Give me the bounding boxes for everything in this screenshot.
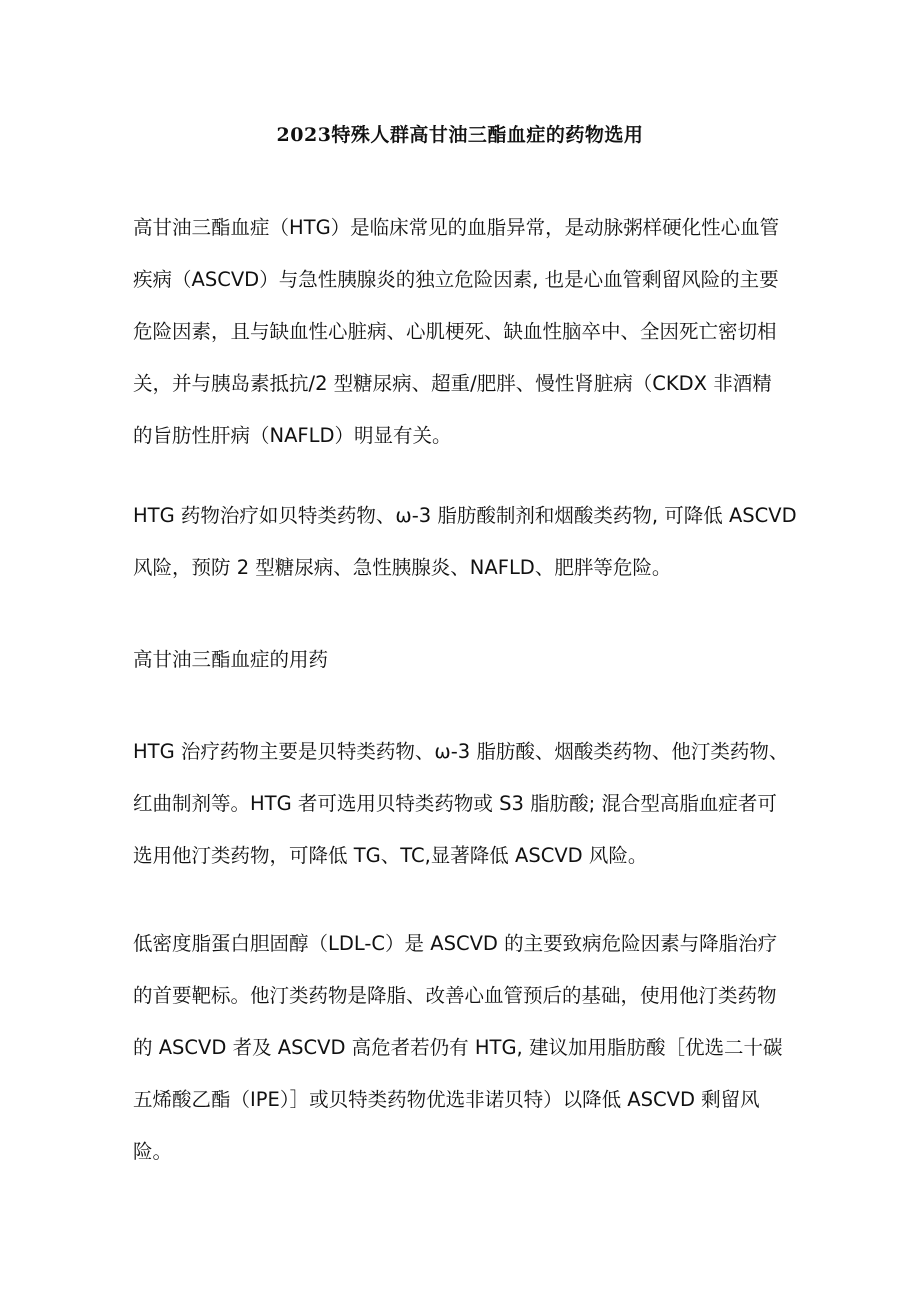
paragraph-ldl-c [133, 918, 801, 1178]
paragraph-line: 危险因素，且与缺血性心脏病、心肌梗死、缺血性脑卒中、全因死亡密切相 [133, 320, 777, 343]
paragraph-line: 险。 [133, 1140, 173, 1163]
paragraph-htg-intro [133, 202, 801, 462]
paragraph-line: 关，并与胰岛素抵抗/2 型糖尿病、超重/肥胖、慢性肾脏病（CKDX 非酒精 [133, 372, 772, 395]
paragraph-line: 高甘油三酯血症（HTG）是临床常见的血脂异常，是动脉粥样硬化性心血管 [133, 216, 780, 239]
paragraph-line: 选用他汀类药物，可降低 TG、TC,显著降低 ASCVD 风险。 [133, 844, 648, 867]
paragraph-line: 的首要靶标。他汀类药物是降脂、改善心血管预后的基础，使用他汀类药物 [133, 984, 777, 1007]
paragraph-line: 五烯酸乙酯（IPE）］或贝特类药物优选非诺贝特）以降低 ASCVD 剩留风 [133, 1088, 760, 1111]
document-title: 2023特殊人群高甘油三酯血症的药物选用 [276, 124, 644, 146]
section-heading-text: 高甘油三酯血症的用药 [133, 648, 329, 671]
paragraph-drug-options [133, 726, 801, 882]
paragraph-line: 的旨肪性肝病（NAFLD）明显有关。 [133, 424, 452, 447]
paragraph-line: 低密度脂蛋白胆固醇（LDL-C）是 ASCVD 的主要致病危险因素与降脂治疗 [133, 932, 778, 955]
paragraph-line: 风险，预防 2 型糖尿病、急性胰腺炎、NAFLD、肥胖等危险。 [133, 556, 672, 579]
paragraph-line: 红曲制剂等。HTG 者可选用贝特类药物或 S3 脂肪酸; 混合型高脂血症者可 [133, 792, 777, 815]
paragraph-htg-treatment [133, 490, 801, 594]
paragraph-line: HTG 药物治疗如贝特类药物、ω-3 脂肪酸制剂和烟酸类药物, 可降低 ASCVD [133, 504, 797, 527]
section-heading [133, 634, 801, 686]
paragraph-line: 的 ASCVD 者及 ASCVD 高危者若仍有 HTG, 建议加用脂肪酸［优选二十碳 [133, 1036, 783, 1059]
paragraph-line: 疾病（ASCVD）与急性胰腺炎的独立危险因素, 也是心血管剩留风险的主要 [133, 268, 779, 291]
paragraph-line: HTG 治疗药物主要是贝特类药物、ω-3 脂肪酸、烟酸类药物、他汀类药物、 [133, 740, 789, 763]
